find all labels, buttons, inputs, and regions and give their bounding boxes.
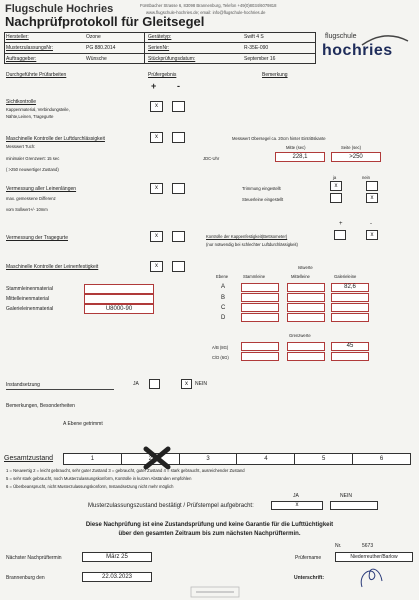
client-value: Wünsche (86, 56, 107, 62)
porosity-desc-1: Messwert Tuch: (6, 144, 36, 149)
logo-swoosh-icon (360, 33, 410, 47)
cell-a-gallery[interactable]: 82,6 (331, 283, 369, 292)
cell-b-middle[interactable] (287, 293, 325, 302)
cell-b-main[interactable] (241, 293, 279, 302)
level-a-label: A (221, 284, 226, 290)
overall-legend-3: 6 = Überbeansprucht, nicht Musterzulassungskonform, Instandsetzung nicht mehr möglich (6, 484, 174, 489)
visual-check-minus-box[interactable] (172, 101, 185, 112)
inspector-label: Prüfername (295, 555, 322, 561)
repair-label: Instandsetzung (6, 382, 40, 388)
disclaimer-line-1: Diese Nachprüfung ist eine Zustandsprüfung und keine Garantie für die Lufttüchtigkeit (85, 522, 334, 528)
confirm-label: Musterzulassungszustand bestätigt / Prüfstempel aufgebracht: (88, 503, 254, 509)
main-line-material-field[interactable] (84, 284, 154, 294)
visual-check-desc-2: Nähte,Leinen, Tragegurte (6, 114, 54, 119)
canopy-plus-box[interactable] (334, 230, 346, 240)
cell-d-main[interactable] (241, 313, 279, 322)
limit-cd-main[interactable] (241, 352, 279, 361)
scale-6[interactable]: 6 (379, 456, 384, 462)
porosity-minus-box[interactable] (172, 132, 185, 143)
canopy-strength-desc: (nur notwendig bei schlechter Luftdurchlässigkeit) (206, 242, 298, 247)
scale-2[interactable]: 2 (122, 454, 180, 464)
main-line-header: Stammleine (243, 274, 266, 279)
type-cert-label: MusterzulassungsNr: (6, 45, 53, 51)
gallery-line-material-field[interactable]: U8000-90 (84, 304, 154, 314)
inspector-value[interactable]: Niederreuther/Barlow (335, 552, 413, 562)
level-d-label: D (221, 315, 226, 321)
level-c-label: C (221, 305, 226, 311)
porosity-title: Maschinelle Kontrolle der Luftdurchlässigkeit (6, 136, 105, 142)
middle-sec-label: Mitte (sec) (286, 145, 306, 150)
line-length-desc-1: max. gemessene Differenz (6, 196, 56, 201)
protocol-number-label: Nr. (335, 543, 342, 549)
line-length-plus-box[interactable]: x (150, 183, 163, 194)
middle-sec-value[interactable]: 228,1 (275, 152, 325, 162)
signature-scribble-icon (356, 565, 386, 591)
piece-test-value: September 16 (244, 56, 276, 62)
header-address: Fürstbacher Strasse 6, 83098 Brannenburg, Telefon +49(0)8034/6079818 (140, 3, 277, 8)
info-grid (4, 32, 316, 64)
level-b-label: B (221, 295, 226, 301)
scale-5[interactable]: 5 (295, 454, 353, 464)
column-plus: + (151, 81, 157, 91)
confirm-yes-box[interactable]: x (271, 501, 323, 510)
jdc-clock-label: JDC-Uhr (203, 156, 220, 161)
porosity-plus-box[interactable]: x (150, 132, 163, 143)
repair-yes-label: JA (133, 381, 139, 387)
canopy-minus-sign: - (370, 221, 372, 227)
header-contact: www.flugschule-hochries.de; email: info@flugschule-hochries.de (146, 10, 266, 15)
overall-cross-mark-icon (143, 446, 171, 470)
side-sec-label: Seite (sec) (341, 145, 362, 150)
line-length-desc-2: vom Sollwert+/- 10mm (6, 207, 48, 212)
device-type-label: Gerätetyp: (148, 34, 172, 40)
cell-c-middle[interactable] (287, 303, 325, 312)
cell-b-gallery[interactable] (331, 293, 369, 302)
limit-cd-label: C/D (6G) (212, 355, 229, 360)
device-type-value: Swift 4 S (244, 34, 264, 40)
brake-yes-box[interactable] (330, 193, 342, 203)
limit-ab-middle[interactable] (287, 342, 325, 351)
riser-title: Vermessung der Tragegurte (6, 235, 68, 241)
column-result: Prüfergebnis (148, 72, 177, 78)
middle-line-material-field[interactable] (84, 294, 154, 304)
riser-minus-box[interactable] (172, 231, 185, 242)
cell-a-main[interactable] (241, 283, 279, 292)
scale-4[interactable]: 4 (237, 454, 295, 464)
yes-header: ja (333, 175, 337, 180)
trim-label: Trimmung eingestellt (242, 186, 281, 191)
canopy-strength-title: Kontrolle der Kappenfestigkeit(Bettsometer) (206, 234, 288, 239)
brake-no-box[interactable]: x (366, 193, 378, 203)
actual-values-title: Istwerte (298, 265, 313, 270)
overall-legend-1: 1 = Neuwertig 2 = leicht gebraucht, sehr guter Zustand 3 = gebraucht, guter Zustand 4 = stark gebraucht, ausreichender Zustand (6, 468, 245, 473)
overall-scale (63, 453, 411, 465)
confirm-no-box[interactable] (330, 501, 378, 510)
serial-label: SerienNr: (148, 45, 170, 51)
line-strength-title: Maschinelle Kontrolle der Leinenfestigkeit (6, 264, 99, 270)
gallery-line-material-label: Galerieleinenmaterial (6, 306, 54, 312)
side-sec-value[interactable]: >250 (331, 152, 381, 162)
limit-cd-gallery[interactable] (331, 352, 369, 361)
cell-d-gallery[interactable] (331, 313, 369, 322)
remarks-title: Bemerkungen, Besonderheiten (6, 403, 75, 409)
overall-legend-2: 5 = sehr stark gebraucht, noch Musterzulassungskonform, Kontrolle in kurzen Abständen empfohlen (6, 476, 192, 481)
gallery-line-header: Galerieleine (334, 274, 357, 279)
client-label: Auftraggeber: (6, 56, 37, 62)
confirm-yes-label: JA (293, 493, 299, 499)
trim-yes-box[interactable]: x (330, 181, 342, 191)
column-remark: Bemerkung (262, 72, 288, 78)
logo-main-text: hochries (322, 42, 393, 59)
confirm-no-label: NEIN (340, 493, 352, 499)
limit-values-title: Grenzwerte (289, 333, 311, 338)
page-title: Nachprüfprotokoll für Gleitsegel (5, 14, 205, 29)
remarks-text: A Ebene getrimmt (63, 421, 103, 427)
limit-cd-middle[interactable] (287, 352, 325, 361)
visual-check-plus-box[interactable]: x (150, 101, 163, 112)
manufacturer-label: Hersteller: (6, 34, 29, 40)
stamp-mark-icon (190, 586, 240, 598)
middle-line-header: Mittelleine (291, 274, 310, 279)
place-date-label: Brannenburg den (6, 575, 45, 581)
scale-1[interactable]: 1 (64, 454, 122, 464)
trim-no-box[interactable] (366, 181, 378, 191)
piece-test-label: Stückprüfungsdatum: (148, 56, 196, 62)
repair-no-box[interactable]: x (181, 379, 192, 389)
type-cert-value: PG 880.2014 (86, 45, 116, 51)
next-check-label: Nächster Nachprüftermin (6, 555, 62, 561)
cell-c-gallery[interactable] (331, 303, 369, 312)
brand-name: Flugschule Hochries (5, 3, 114, 15)
limit-ab-main[interactable] (241, 342, 279, 351)
protocol-number: 5673 (362, 543, 374, 549)
no-header: nein (362, 175, 370, 180)
limit-ab-gallery[interactable]: 45 (331, 342, 369, 351)
cell-a-middle[interactable] (287, 283, 325, 292)
scale-3[interactable]: 3 (180, 454, 238, 464)
cell-d-middle[interactable] (287, 313, 325, 322)
porosity-desc-2: minimaler Grenzwert: 15 sec (6, 156, 60, 161)
line-strength-minus-box[interactable] (172, 261, 185, 272)
signature-label: Unterschrift: (294, 575, 325, 581)
line-length-title: Vermessung aller Leinenlängen (6, 186, 77, 192)
measurement-note: Messwert Obersegel ca. 20cm hinter Eintrittskante (232, 136, 326, 141)
middle-line-material-label: Mittelleinenmaterial (6, 296, 50, 302)
main-line-material-label: Stammleinenmaterial (6, 286, 53, 292)
serial-value: R-35E-090 (244, 45, 269, 51)
logo-top-text: flugschule (325, 33, 357, 40)
manufacturer-value: Ozone (86, 34, 101, 40)
canopy-plus-sign: + (339, 221, 343, 227)
cell-c-main[interactable] (241, 303, 279, 312)
level-header: Ebene (216, 274, 229, 279)
column-checks: Durchgeführte Prüfarbeiten (6, 72, 67, 78)
school-logo (320, 33, 416, 65)
line-length-minus-box[interactable] (172, 183, 185, 194)
canopy-minus-box[interactable]: x (366, 230, 378, 240)
limit-ab-label: A/B (8G) (212, 345, 229, 350)
visual-check-desc-1: Kappenmaterial, Verbindungsteile, (6, 107, 70, 112)
repair-yes-box[interactable] (149, 379, 160, 389)
next-check-value[interactable]: März 25 (82, 552, 152, 562)
repair-underline (6, 389, 114, 390)
porosity-desc-3: ( >250 neuwertiger Zustand) (6, 167, 59, 172)
repair-no-label: NEIN (195, 381, 207, 387)
overall-title: Gesamtzustand (4, 455, 54, 462)
column-minus: - (177, 81, 180, 91)
place-date-value[interactable]: 22.03.2023 (82, 572, 152, 582)
line-strength-plus-box[interactable]: x (150, 261, 163, 272)
brake-label: Steuerleine eingestellt (242, 197, 284, 202)
visual-check-title: Sichtkontrolle (6, 99, 37, 105)
riser-plus-box[interactable]: x (150, 231, 163, 242)
disclaimer-line-2: über den gesamten Zeitraum bis zum nächsten Nachprüftermin. (118, 531, 301, 537)
